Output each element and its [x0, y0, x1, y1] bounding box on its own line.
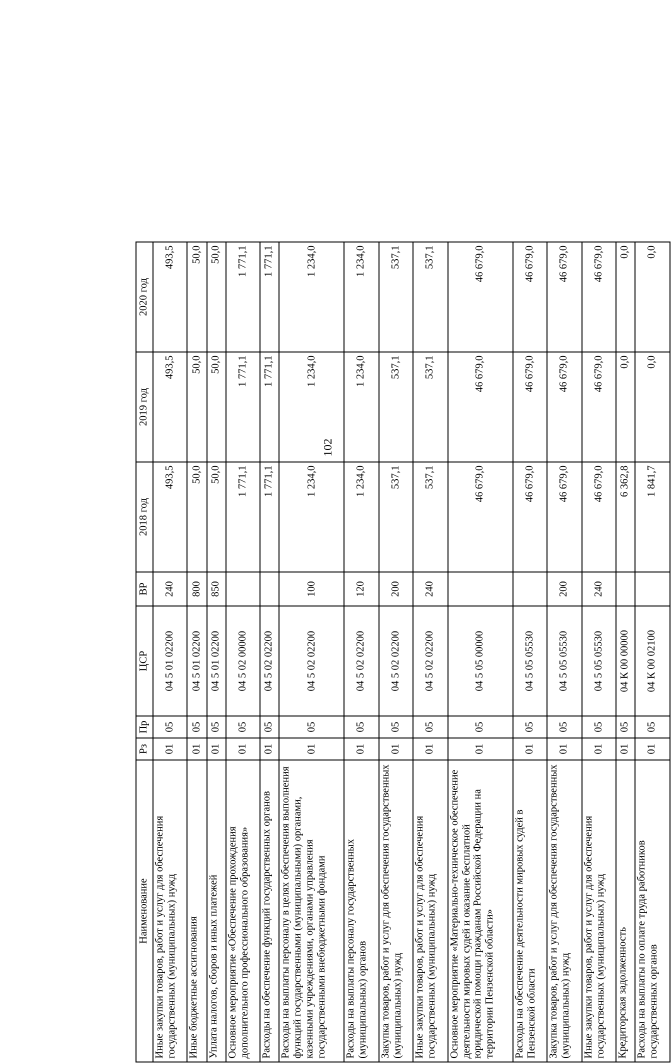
cell-rz: 01	[635, 738, 670, 760]
header-pr: Пр	[136, 716, 153, 738]
budget-table-rotated	[136, 243, 671, 1063]
cell-rz: 01	[379, 738, 413, 760]
cell-2018: 1 234,0	[279, 462, 344, 572]
cell-name: Основное мероприятие «Материально-техническое обеспечение деятельности мировых судей и оказание бесплатной юридической помощи гражданам Российской Федерации на территории Пензенской области»	[448, 760, 513, 1062]
cell-2018: 1 841,7	[635, 462, 670, 572]
cell-rz: 01	[207, 738, 226, 760]
cell-rz: 01	[187, 738, 206, 760]
cell-name: Иные закупки товаров, работ и услуг для обеспечения государственных (муниципальных) нужд	[413, 760, 447, 1062]
table-row	[153, 242, 187, 1062]
cell-rz: 01	[616, 738, 635, 760]
cell-2019: 1 234,0	[344, 352, 378, 462]
cell-csr: 04 К 00 00000	[616, 606, 635, 716]
table-header-row	[136, 242, 153, 1062]
cell-2019: 0,0	[635, 352, 670, 462]
header-rz: Рз	[136, 738, 153, 760]
cell-2018: 1 234,0	[344, 462, 378, 572]
cell-csr: 04 5 01 02200	[187, 606, 206, 716]
cell-2019: 0,0	[616, 352, 635, 462]
cell-2018: 493,5	[153, 462, 187, 572]
page-number: 102	[320, 438, 335, 457]
header-2018: 2018 год	[136, 462, 153, 572]
table-row	[187, 242, 206, 1062]
cell-vr	[448, 572, 513, 606]
table-row	[448, 242, 513, 1062]
cell-csr: 04 5 02 02200	[279, 606, 344, 716]
cell-csr: 04 5 02 00000	[226, 606, 260, 716]
cell-2018: 537,1	[379, 462, 413, 572]
cell-pr: 05	[616, 716, 635, 738]
cell-name: Иные бюджетные ассигнования	[187, 760, 206, 1062]
cell-vr: 100	[279, 572, 344, 606]
cell-2020: 1 771,1	[260, 242, 279, 352]
cell-vr: 850	[207, 572, 226, 606]
cell-csr: 04 5 02 02200	[260, 606, 279, 716]
cell-2018: 6 362,8	[616, 462, 635, 572]
cell-rz: 01	[513, 738, 547, 760]
cell-csr: 04 5 01 02200	[153, 606, 187, 716]
cell-2020: 493,5	[153, 242, 187, 352]
cell-2019: 46 679,0	[448, 352, 513, 462]
table-row	[547, 242, 581, 1062]
cell-vr: 240	[153, 572, 187, 606]
cell-vr: 200	[547, 572, 581, 606]
cell-pr: 05	[379, 716, 413, 738]
cell-csr: 04 5 05 05530	[547, 606, 581, 716]
cell-pr: 05	[413, 716, 447, 738]
cell-rz: 01	[153, 738, 187, 760]
cell-pr: 05	[260, 716, 279, 738]
cell-vr: 240	[582, 572, 616, 606]
cell-csr: 04 К 00 02100	[635, 606, 670, 716]
cell-2020: 46 679,0	[513, 242, 547, 352]
cell-2019: 537,1	[379, 352, 413, 462]
cell-name: Расходы на выплаты по оплате труда работников государственных органов	[635, 760, 670, 1062]
cell-pr: 05	[226, 716, 260, 738]
cell-2019: 1 234,0	[279, 352, 344, 462]
cell-name: Кредиторская задолженность	[616, 760, 635, 1062]
cell-name: Иные закупки товаров, работ и услуг для обеспечения государственных (муниципальных) нужд	[582, 760, 616, 1062]
cell-2020: 46 679,0	[582, 242, 616, 352]
cell-pr: 05	[635, 716, 670, 738]
cell-csr: 04 5 05 00000	[448, 606, 513, 716]
cell-name: Иные закупки товаров, работ и услуг для обеспечения государственных (муниципальных) нужд	[153, 760, 187, 1062]
cell-2020: 0,0	[616, 242, 635, 352]
header-csr: ЦСР	[136, 606, 153, 716]
cell-2018: 537,1	[413, 462, 447, 572]
cell-2018: 46 679,0	[547, 462, 581, 572]
table-row	[635, 242, 670, 1062]
cell-vr	[226, 572, 260, 606]
cell-2019: 46 679,0	[513, 352, 547, 462]
cell-pr: 05	[582, 716, 616, 738]
cell-csr: 04 5 02 02200	[379, 606, 413, 716]
cell-2019: 537,1	[413, 352, 447, 462]
cell-pr: 05	[187, 716, 206, 738]
cell-2019: 1 771,1	[226, 352, 260, 462]
cell-name: Расходы на обеспечение функций государственных органов	[260, 760, 279, 1062]
cell-2020: 50,0	[207, 242, 226, 352]
cell-name: Основное мероприятие «Обеспечение прохождения дополнительного профессионального образования»	[226, 760, 260, 1062]
cell-vr	[513, 572, 547, 606]
cell-2018: 46 679,0	[582, 462, 616, 572]
cell-pr: 05	[448, 716, 513, 738]
cell-rz: 01	[547, 738, 581, 760]
cell-vr: 200	[379, 572, 413, 606]
cell-rz: 01	[279, 738, 344, 760]
cell-2019: 46 679,0	[582, 352, 616, 462]
table-row	[344, 242, 378, 1062]
cell-pr: 05	[344, 716, 378, 738]
cell-2019: 1 771,1	[260, 352, 279, 462]
cell-2018: 46 679,0	[513, 462, 547, 572]
cell-2018: 1 771,1	[260, 462, 279, 572]
cell-vr	[260, 572, 279, 606]
cell-csr: 04 5 02 02200	[344, 606, 378, 716]
cell-2018: 1 771,1	[226, 462, 260, 572]
cell-vr	[616, 572, 635, 606]
cell-vr: 800	[187, 572, 206, 606]
cell-csr: 04 5 05 05530	[582, 606, 616, 716]
cell-name: Расходы на выплаты персоналу государственных (муниципальных) органов	[344, 760, 378, 1062]
cell-rz: 01	[448, 738, 513, 760]
cell-name: Закупка товаров, работ и услуг для обеспечения государственных (муниципальных) нужд	[547, 760, 581, 1062]
cell-2020: 50,0	[187, 242, 206, 352]
cell-2019: 46 679,0	[547, 352, 581, 462]
cell-2020: 537,1	[413, 242, 447, 352]
cell-2018: 50,0	[187, 462, 206, 572]
cell-rz: 01	[413, 738, 447, 760]
cell-2020: 46 679,0	[448, 242, 513, 352]
cell-2020: 1 234,0	[344, 242, 378, 352]
cell-2020: 1 234,0	[279, 242, 344, 352]
cell-pr: 05	[207, 716, 226, 738]
table-row	[226, 242, 260, 1062]
table-row	[379, 242, 413, 1062]
cell-name: Расходы на выплаты персоналу в целях обеспечения выполнения функций государственными (муниципальными) органами, казенными учреждениями, органами управления государственными внебюджетными фондами	[279, 760, 344, 1062]
cell-vr	[635, 572, 670, 606]
cell-2019: 50,0	[207, 352, 226, 462]
table-row	[513, 242, 547, 1062]
table-row	[582, 242, 616, 1062]
cell-rz: 01	[344, 738, 378, 760]
header-2020: 2020 год	[136, 242, 153, 352]
cell-csr: 04 5 02 02200	[413, 606, 447, 716]
cell-pr: 05	[279, 716, 344, 738]
cell-2020: 1 771,1	[226, 242, 260, 352]
cell-rz: 01	[226, 738, 260, 760]
cell-pr: 05	[513, 716, 547, 738]
cell-2019: 50,0	[187, 352, 206, 462]
table-row	[413, 242, 447, 1062]
cell-csr: 04 5 05 05530	[513, 606, 547, 716]
budget-table	[136, 242, 671, 1063]
cell-csr: 04 5 01 02200	[207, 606, 226, 716]
cell-name: Закупка товаров, работ и услуг для обеспечения государственных (муниципальных) нужд	[379, 760, 413, 1062]
cell-pr: 05	[547, 716, 581, 738]
cell-2018: 50,0	[207, 462, 226, 572]
cell-2020: 46 679,0	[547, 242, 581, 352]
cell-2018: 46 679,0	[448, 462, 513, 572]
cell-name: Расходы на обеспечение деятельности мировых судей в Пензенской области	[513, 760, 547, 1062]
header-name: Наименование	[136, 760, 153, 1062]
cell-2019: 493,5	[153, 352, 187, 462]
cell-rz: 01	[260, 738, 279, 760]
table-row	[279, 242, 344, 1062]
header-vr: ВР	[136, 572, 153, 606]
cell-pr: 05	[153, 716, 187, 738]
cell-name: Уплата налогов, сборов и иных платежей	[207, 760, 226, 1062]
table-row	[207, 242, 226, 1062]
table-row	[260, 242, 279, 1062]
table-row	[616, 242, 635, 1062]
cell-rz: 01	[582, 738, 616, 760]
cell-vr: 240	[413, 572, 447, 606]
cell-vr: 120	[344, 572, 378, 606]
cell-2020: 0,0	[635, 242, 670, 352]
cell-2020: 537,1	[379, 242, 413, 352]
header-2019: 2019 год	[136, 352, 153, 462]
